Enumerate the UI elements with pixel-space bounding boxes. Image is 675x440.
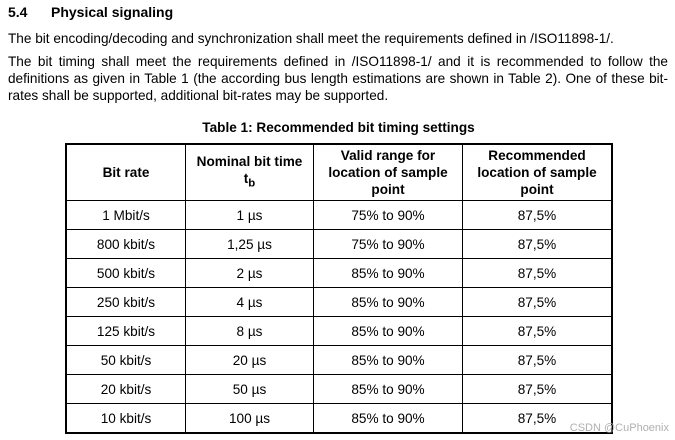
- cell-recommended: 87,5%: [463, 288, 613, 317]
- header-bit-rate: Bit rate: [66, 144, 186, 201]
- paragraph-bit-timing: The bit timing shall meet the requirements defined in /ISO11898-1/ and it is recommended to follow the definitions as given in Table 1 (the according bus length estimations are shown in Table 2). One of these bit-rates shall be supported, additional bit-rates may be supported.: [8, 54, 668, 103]
- cell-recommended: 87,5%: [463, 346, 613, 375]
- cell-nominal-bit-time: 4 µs: [186, 288, 314, 317]
- cell-valid-range: 85% to 90%: [314, 346, 463, 375]
- table-row: [66, 230, 612, 259]
- cell-nominal-bit-time: 1,25 µs: [186, 230, 314, 259]
- cell-bit-rate: 500 kbit/s: [66, 259, 186, 288]
- table-row: [66, 317, 612, 346]
- cell-valid-range: 85% to 90%: [314, 375, 463, 404]
- cell-valid-range: 75% to 90%: [314, 230, 463, 259]
- cell-bit-rate: 50 kbit/s: [66, 346, 186, 375]
- table-row: [66, 346, 612, 375]
- header-nominal-bit-time-symbol: t: [243, 170, 249, 186]
- cell-valid-range: 85% to 90%: [314, 404, 463, 434]
- cell-valid-range: 85% to 90%: [314, 317, 463, 346]
- cell-bit-rate: 125 kbit/s: [66, 317, 186, 346]
- header-recommended: Recommended location of sample point: [463, 144, 613, 201]
- cell-valid-range: 85% to 90%: [314, 259, 463, 288]
- header-valid-range: Valid range for location of sample point: [314, 144, 463, 201]
- table-row: [66, 259, 612, 288]
- table-caption: Table 1: Recommended bit timing settings: [202, 120, 475, 135]
- cell-recommended: 87,5%: [463, 404, 613, 434]
- cell-nominal-bit-time: 50 µs: [186, 375, 314, 404]
- cell-nominal-bit-time: 2 µs: [186, 259, 314, 288]
- table-row: [66, 201, 612, 230]
- table-row: [66, 404, 612, 434]
- cell-recommended: 87,5%: [463, 375, 613, 404]
- cell-bit-rate: 10 kbit/s: [66, 404, 186, 434]
- watermark: CSDN @CuPhoenix: [569, 422, 669, 434]
- cell-bit-rate: 1 Mbit/s: [66, 201, 186, 230]
- cell-recommended: 87,5%: [463, 317, 613, 346]
- cell-bit-rate: 20 kbit/s: [66, 375, 186, 404]
- cell-bit-rate: 250 kbit/s: [66, 288, 186, 317]
- bit-timing-table: [65, 143, 613, 434]
- cell-bit-rate: 800 kbit/s: [66, 230, 186, 259]
- cell-nominal-bit-time: 8 µs: [186, 317, 314, 346]
- section-title: Physical signaling: [51, 4, 174, 20]
- table-row: [66, 288, 612, 317]
- paragraph-encoding: The bit encoding/decoding and synchronization shall meet the requirements defined in /ISO11898-1/.: [8, 31, 614, 46]
- header-nominal-bit-time-label: Nominal bit time: [196, 153, 303, 169]
- header-nominal-bit-time: [186, 144, 314, 201]
- cell-valid-range: 75% to 90%: [314, 201, 463, 230]
- cell-recommended: 87,5%: [463, 201, 613, 230]
- cell-valid-range: 85% to 90%: [314, 288, 463, 317]
- cell-nominal-bit-time: 100 µs: [186, 404, 314, 434]
- table-header-row: [66, 144, 612, 201]
- section-heading: [8, 4, 173, 20]
- cell-nominal-bit-time: 20 µs: [186, 346, 314, 375]
- cell-nominal-bit-time: 1 µs: [186, 201, 314, 230]
- cell-recommended: 87,5%: [463, 259, 613, 288]
- section-number: 5.4: [8, 4, 28, 20]
- header-nominal-bit-time-subscript: b: [248, 177, 256, 190]
- cell-recommended: 87,5%: [463, 230, 613, 259]
- table-row: [66, 375, 612, 404]
